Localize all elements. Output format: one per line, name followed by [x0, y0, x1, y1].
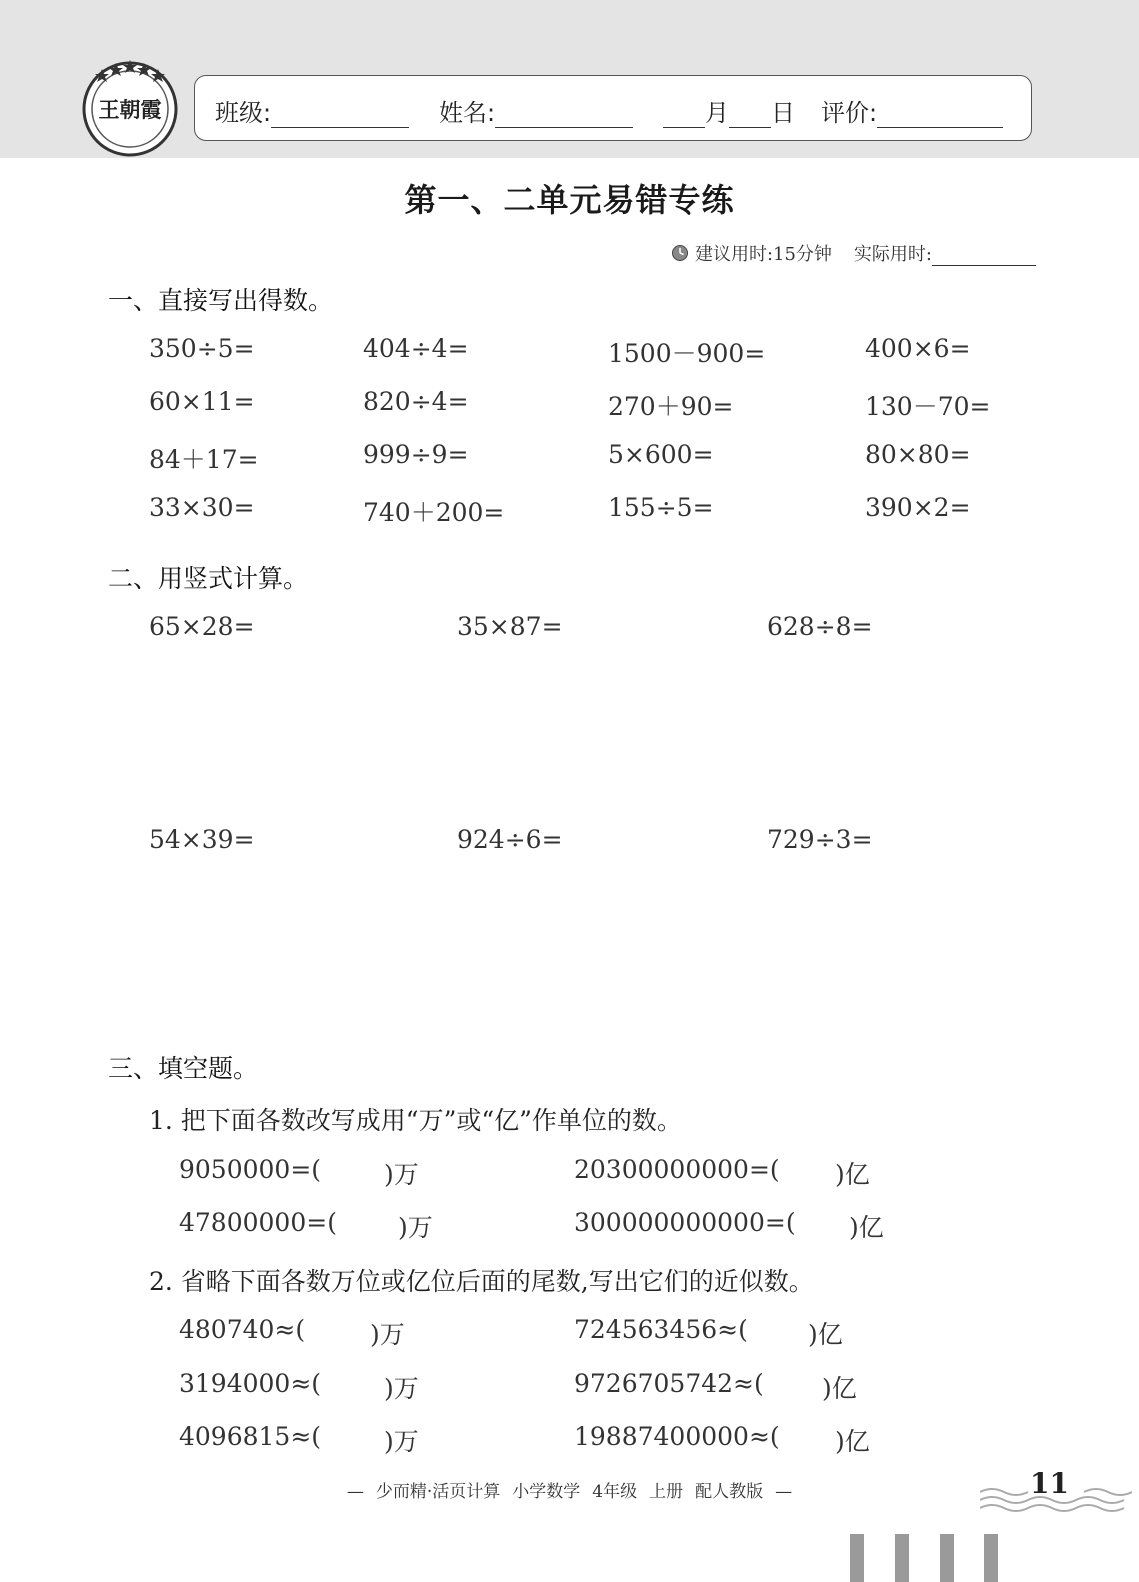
footer-edition: 配人教版: [695, 1482, 764, 1502]
day-blank[interactable]: [729, 101, 771, 128]
name-label: 姓名:: [439, 99, 496, 127]
s1-expression: 404÷4=: [363, 334, 469, 363]
s1-expression: 350÷5=: [149, 334, 255, 363]
rating-blank[interactable]: [877, 101, 1003, 128]
s1-expression: 1500－900=: [608, 339, 766, 368]
q2-item[interactable]: 19887400000≈(: [574, 1422, 780, 1451]
clock-icon: [671, 244, 689, 262]
s1-expression: 400×6=: [865, 334, 971, 363]
q2-item[interactable]: 3194000≈(: [179, 1369, 322, 1398]
footer: — 少而精·活页计算 小学数学 4年级 上册 配人教版 —: [346, 1482, 793, 1502]
edge-bars-decoration: [850, 1534, 1010, 1582]
student-info-box: [194, 75, 1032, 141]
q1-item[interactable]: 20300000000=(: [574, 1155, 780, 1184]
q2-item-unit: )万: [370, 1320, 405, 1349]
s1-expression: 5×600=: [608, 440, 714, 469]
s1-expression: 130－70=: [865, 392, 991, 421]
q1-item-unit: )万: [384, 1160, 419, 1189]
s1-expression: 390×2=: [865, 493, 971, 522]
section2-heading: 二、用竖式计算。: [108, 564, 309, 593]
svg-text:王朝霞: 王朝霞: [98, 97, 162, 122]
s1-expression: 740＋200=: [363, 498, 505, 527]
q2-item[interactable]: 9726705742≈(: [574, 1369, 764, 1398]
page-title: 第一、二单元易错专练: [404, 181, 735, 219]
class-label: 班级:: [215, 99, 272, 127]
s2-expression: 628÷8=: [767, 612, 873, 641]
s2-expression: 729÷3=: [767, 825, 873, 854]
s1-expression: 155÷5=: [608, 493, 714, 522]
s2-expression: 35×87=: [457, 612, 563, 641]
rating-label: 评价:: [821, 99, 878, 127]
class-field[interactable]: [215, 93, 409, 128]
s1-expression: 84＋17=: [149, 445, 259, 474]
q1-item-unit: )万: [398, 1213, 433, 1242]
footer-grade: 4年级: [592, 1482, 638, 1502]
time-bar: [671, 240, 1036, 266]
day-label: 日: [771, 99, 795, 127]
s1-expression: 820÷4=: [363, 387, 469, 416]
q2-item[interactable]: 724563456≈(: [574, 1315, 748, 1344]
q1-item[interactable]: 47800000=(: [179, 1208, 337, 1237]
s1-expression: 270＋90=: [608, 392, 734, 421]
brand-logo: [80, 57, 180, 157]
s1-expression: 33×30=: [149, 493, 255, 522]
class-blank[interactable]: [271, 101, 409, 128]
page-number: 11: [1030, 1467, 1069, 1500]
month-blank[interactable]: [663, 101, 705, 128]
q2-instruction: 2. 省略下面各数万位或亿位后面的尾数,写出它们的近似数。: [149, 1267, 814, 1296]
section3-heading: 三、填空题。: [108, 1054, 259, 1083]
rating-field[interactable]: [821, 93, 1003, 128]
section1-heading: 一、直接写出得数。: [108, 286, 334, 315]
suggested-time: 建议用时:15分钟: [694, 244, 832, 265]
q1-instruction: 1. 把下面各数改写成用“万”或“亿”作单位的数。: [149, 1106, 682, 1135]
name-blank[interactable]: [495, 101, 633, 128]
q2-item[interactable]: 4096815≈(: [179, 1422, 322, 1451]
s1-expression: 999÷9=: [363, 440, 469, 469]
footer-volume: 上册: [649, 1482, 684, 1502]
s2-expression: 924÷6=: [457, 825, 563, 854]
q1-item[interactable]: 300000000000=(: [574, 1208, 796, 1237]
actual-time-blank[interactable]: [932, 245, 1036, 266]
q2-item-unit: )万: [384, 1374, 419, 1403]
q1-item-unit: )亿: [835, 1160, 870, 1189]
footer-series: 少而精·活页计算: [375, 1482, 501, 1502]
s1-expression: 80×80=: [865, 440, 971, 469]
footer-subject: 小学数学: [512, 1482, 581, 1502]
actual-time-label: 实际用时:: [853, 244, 932, 265]
q2-item-unit: )亿: [835, 1427, 870, 1456]
s1-expression: 60×11=: [149, 387, 255, 416]
q2-item-unit: )亿: [822, 1374, 857, 1403]
month-label: 月: [705, 99, 729, 127]
q2-item-unit: )万: [384, 1427, 419, 1456]
s2-expression: 54×39=: [149, 825, 255, 854]
q1-item-unit: )亿: [849, 1213, 884, 1242]
date-field[interactable]: [663, 93, 795, 128]
q1-item[interactable]: 9050000=(: [179, 1155, 322, 1184]
q2-item[interactable]: 480740≈(: [179, 1315, 306, 1344]
q2-item-unit: )亿: [808, 1320, 843, 1349]
name-field[interactable]: [439, 93, 633, 128]
s2-expression: 65×28=: [149, 612, 255, 641]
